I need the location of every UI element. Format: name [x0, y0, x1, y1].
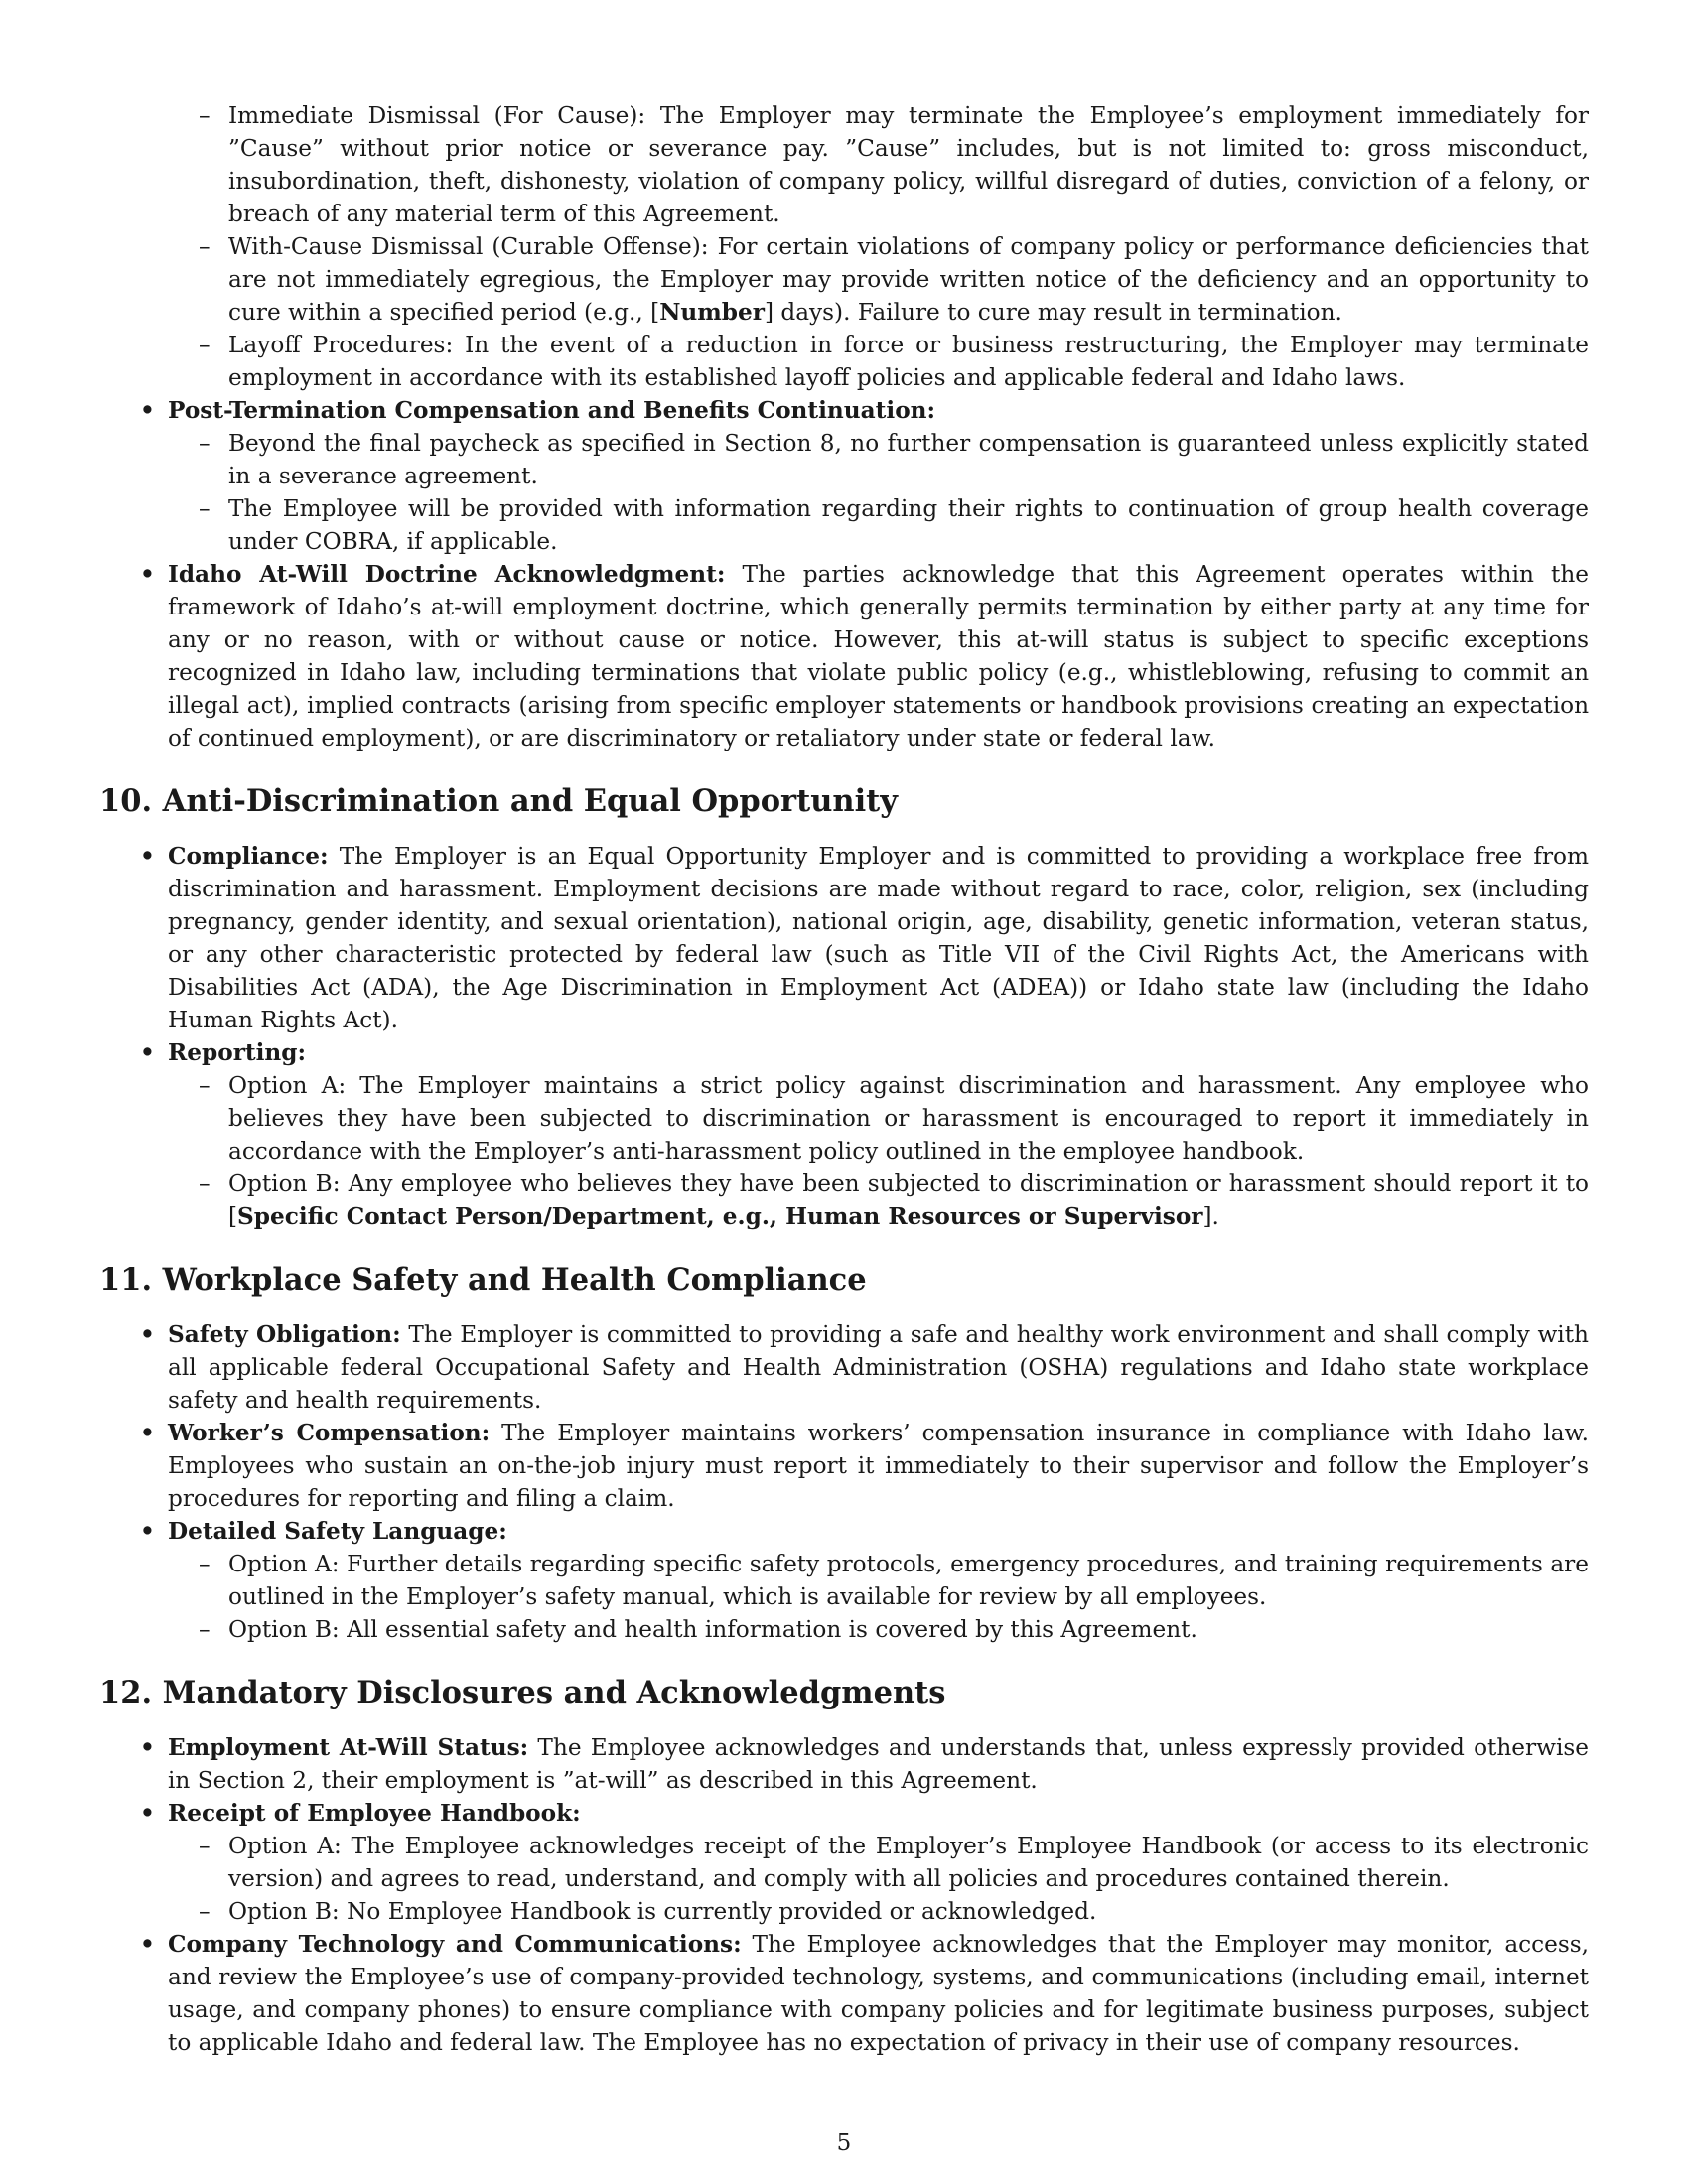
dash-marker: –: [199, 332, 211, 358]
at-will-text: The parties acknowledge that this Agreement operates within the framework of Idaho’s at-will employment doctrine, which generally permits termination by either party at any time for any or no reason, with or without cause or notice. However, this at-will status is subject to specific exceptions recognized in Idaho law, including terminations that violate public policy (e.g., whistleblowing, refusing to commit an illegal act), implied contracts (arising from specific employer statements or handbook provisions creating an expectation of continued employment), or are discriminatory or retaliatory under state or federal law.: [168, 561, 1589, 751]
detailed-safety-heading: Detailed Safety Language:: [168, 1518, 507, 1545]
bullet-marker: •: [140, 1931, 155, 1958]
list-item-handbook-option-b: [199, 1895, 1589, 1928]
bullet-marker: •: [140, 1734, 155, 1761]
layoff-text: Layoff Procedures: In the event of a reduction in force or business restructuring, the Employer may terminate employment in accordance with its established layoff policies and applicable federal and Idaho laws.: [228, 332, 1589, 391]
bullet-marker: •: [140, 843, 155, 870]
list-item-at-will-doctrine: [140, 558, 1589, 754]
document-page: [99, 99, 1589, 2059]
reporting-option-b-text-start: Option B: Any employee who believes they have been subjected to discrimination or harassment should report it to [: [228, 1170, 1589, 1230]
page-number: 5: [836, 2130, 852, 2156]
technology-heading: Company Technology and Communications:: [168, 1931, 742, 1958]
employment-at-will-heading: Employment At-Will Status:: [168, 1734, 529, 1761]
section-10-title: 10. Anti-Discrimination and Equal Opportunity: [99, 783, 898, 819]
dash-marker: –: [199, 1072, 211, 1099]
bullet-marker: •: [140, 1039, 155, 1066]
dash-marker: –: [199, 1616, 211, 1643]
list-item-cobra: [199, 492, 1589, 558]
with-cause-text-end: ] days). Failure to cure may result in termination.: [764, 299, 1342, 326]
dash-marker: –: [199, 1898, 211, 1925]
section-11-title: 11. Workplace Safety and Health Compliance: [99, 1262, 867, 1297]
dash-marker: –: [199, 102, 211, 129]
safety-heading: Safety Obligation:: [168, 1321, 401, 1348]
dash-marker: –: [199, 1833, 211, 1859]
handbook-heading: Receipt of Employee Handbook:: [168, 1800, 581, 1827]
section-12-title: 12. Mandatory Disclosures and Acknowledgments: [99, 1675, 946, 1710]
reporting-option-a-text: Option A: The Employer maintains a strict policy against discrimination and harassment. Any employee who believes they have been subjected to discrimination or harassment is encouraged to report it immediately in accordance with the Employer’s anti-harassment policy outlined in the employee handbook.: [228, 1072, 1589, 1164]
dash-marker: –: [199, 233, 211, 260]
list-item-compliance: [140, 840, 1589, 1036]
workers-comp-text: The Employer maintains workers’ compensation insurance in compliance with Idaho law. Employees who sustain an on-the-job injury must report it immediately to their supervisor and follow the Employer’s procedures for reporting and filing a claim.: [168, 1420, 1589, 1512]
list-item-reporting-option-a: [199, 1069, 1589, 1167]
list-item-with-cause-dismissal: [199, 230, 1589, 329]
number-placeholder: Number: [659, 299, 765, 326]
list-item-safety-option-b: [199, 1613, 1589, 1646]
immediate-dismissal-text: Immediate Dismissal (For Cause): The Employer may terminate the Employee’s employment immediately for ”Cause” without prior notice or severance pay. ”Cause” includes, but is not limited to: gross misconduct, insubordination, theft, dishonesty, violation of company policy, willful disregard of duties, conviction of a felony, or breach of any material term of this Agreement.: [228, 102, 1589, 227]
list-item-employment-at-will: [140, 1731, 1589, 1797]
safety-option-b-text: Option B: All essential safety and health information is covered by this Agreement.: [228, 1616, 1197, 1643]
list-item-handbook: [140, 1797, 1589, 1830]
dash-marker: –: [199, 1551, 211, 1577]
list-item-handbook-option-a: [199, 1830, 1589, 1895]
bullet-marker: •: [140, 1800, 155, 1827]
handbook-option-b-text: Option B: No Employee Handbook is currently provided or acknowledged.: [228, 1898, 1097, 1925]
list-item-layoff: [199, 329, 1589, 394]
handbook-option-a-text: Option A: The Employee acknowledges receipt of the Employer’s Employee Handbook (or access to its electronic version) and agrees to read, understand, and comply with all policies and procedures contained therein.: [228, 1833, 1589, 1892]
bullet-marker: •: [140, 1420, 155, 1446]
workers-comp-heading: Worker’s Compensation:: [168, 1420, 491, 1446]
bullet-marker: •: [140, 397, 155, 424]
with-cause-text-start: With-Cause Dismissal (Curable Offense): For certain violations of company policy or performance deficiencies that are not immediately egregious, the Employer may provide written notice of the deficiency and an opportunity to cure within a specified period (e.g., [: [228, 233, 1589, 326]
list-item-detailed-safety: [140, 1515, 1589, 1548]
reporting-option-b-text-end: ].: [1202, 1203, 1219, 1230]
compliance-text: The Employer is an Equal Opportunity Employer and is committed to providing a workplace free from discrimination and harassment. Employment decisions are made without regard to race, color, religion, sex (including pregnancy, gender identity, and sexual orientation), national origin, age, disability, genetic information, veteran status, or any other characteristic protected by federal law (such as Title VII of the Civil Rights Act, the Americans with Disabilities Act (ADA), the Age Discrimination in Employment Act (ADEA)) or Idaho state law (including the Idaho Human Rights Act).: [168, 843, 1589, 1033]
list-item-safety-option-a: [199, 1548, 1589, 1613]
dash-marker: –: [199, 430, 211, 457]
list-item-technology: [140, 1928, 1590, 2059]
list-item-immediate-dismissal: [199, 99, 1589, 230]
reporting-heading: Reporting:: [168, 1039, 307, 1066]
bullet-marker: •: [140, 1518, 155, 1545]
list-item-post-termination: [140, 394, 1589, 427]
safety-option-a-text: Option A: Further details regarding specific safety protocols, emergency procedures, and training requirements are outlined in the Employer’s safety manual, which is available for review by all employees.: [228, 1551, 1589, 1610]
dash-marker: –: [199, 1170, 211, 1197]
contact-placeholder: Specific Contact Person/Department, e.g., Human Resources or Supervisor: [237, 1203, 1203, 1230]
compliance-heading: Compliance:: [168, 843, 329, 870]
list-item-workers-compensation: [140, 1417, 1589, 1515]
list-item-reporting: [140, 1036, 1589, 1069]
bullet-marker: •: [140, 1321, 155, 1348]
final-paycheck-text: Beyond the final paycheck as specified in Section 8, no further compensation is guaranteed unless explicitly stated in a severance agreement.: [228, 430, 1589, 489]
technology-text: The Employee acknowledges that the Employer may monitor, access, and review the Employee’s use of company-provided technology, systems, and communications (including email, internet usage, and company phones) to ensure compliance with company policies and for legitimate business purposes, subject to applicable Idaho and federal law. The Employee has no expectation of privacy in their use of company resources.: [168, 1931, 1590, 2056]
cobra-text: The Employee will be provided with information regarding their rights to continuation of group health coverage under COBRA, if applicable.: [228, 495, 1589, 555]
safety-text: The Employer is committed to providing a safe and healthy work environment and shall comply with all applicable federal Occupational Safety and Health Administration (OSHA) regulations and Idaho state workplace safety and health requirements.: [168, 1321, 1589, 1414]
list-item-final-paycheck: [199, 427, 1589, 492]
bullet-marker: •: [140, 561, 155, 588]
list-item-reporting-option-b: [199, 1167, 1589, 1233]
post-termination-heading: Post-Termination Compensation and Benefits Continuation:: [168, 397, 936, 424]
employment-at-will-text: The Employee acknowledges and understands that, unless expressly provided otherwise in Section 2, their employment is ”at-will” as described in this Agreement.: [168, 1734, 1589, 1794]
list-item-safety-obligation: [140, 1318, 1589, 1417]
at-will-heading: Idaho At-Will Doctrine Acknowledgment:: [168, 561, 726, 588]
dash-marker: –: [199, 495, 211, 522]
